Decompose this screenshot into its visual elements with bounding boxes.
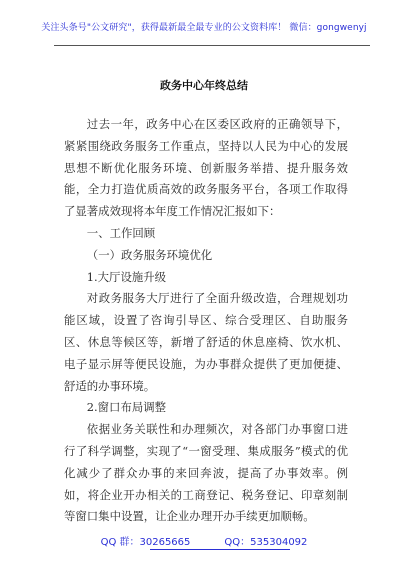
item-paragraph: 依据业务关联性和办理频次，对各部门办事窗口进行了科学调整，实现了“一窗受理、集成服务”模式的优化减少了群众办事的来回奔波，提高了办事效率。例如，将企业开办相关的工商登记、税务登记、印章刻制等窗口集中设置，让企业办理开办手续更加顺畅。 [64, 422, 348, 524]
footer-qq-group: QQ 群：30265665 [100, 537, 191, 548]
document-title: 政务中心年终总结 [160, 79, 248, 92]
footer-qq: QQ：535304092 [224, 537, 308, 548]
header-divider [54, 45, 370, 46]
footer-contact [0, 533, 408, 548]
footer-underline [150, 549, 290, 550]
document-body [64, 114, 348, 528]
item-heading: 2.窗口布局调整 [86, 400, 167, 415]
subsection-heading: （一）政务服务环境优化 [86, 247, 213, 262]
header-promo-note: 关注头条号"公文研究"，获得最新最全最专业的公文资料库！ 微信：gongwenyj [41, 23, 367, 33]
section-heading: 一、工作回顾 [86, 225, 156, 240]
item-paragraph: 对政务服务大厅进行了全面升级改造，合理规划功能区域，设置了咨询引导区、综合受理区、自助服务区、休息等候区等，新增了舒适的休息座椅、饮水机、电子显示屏等便民设施，为办事群众提供了更加便捷、舒适的办事环境。 [64, 291, 348, 393]
intro-paragraph: 过去一年，政务中心在区委区政府的正确领导下，紧紧围绕政务服务工作重点，坚持以人民为中心的发展思想不断优化服务环境、创新服务举措、提升服务效能，全力打造优质高效的政务服务平台，各项工作取得了显著成效现将本年度工作情况汇报如下： [64, 117, 348, 219]
item-heading: 1.大厅设施升级 [86, 269, 167, 284]
